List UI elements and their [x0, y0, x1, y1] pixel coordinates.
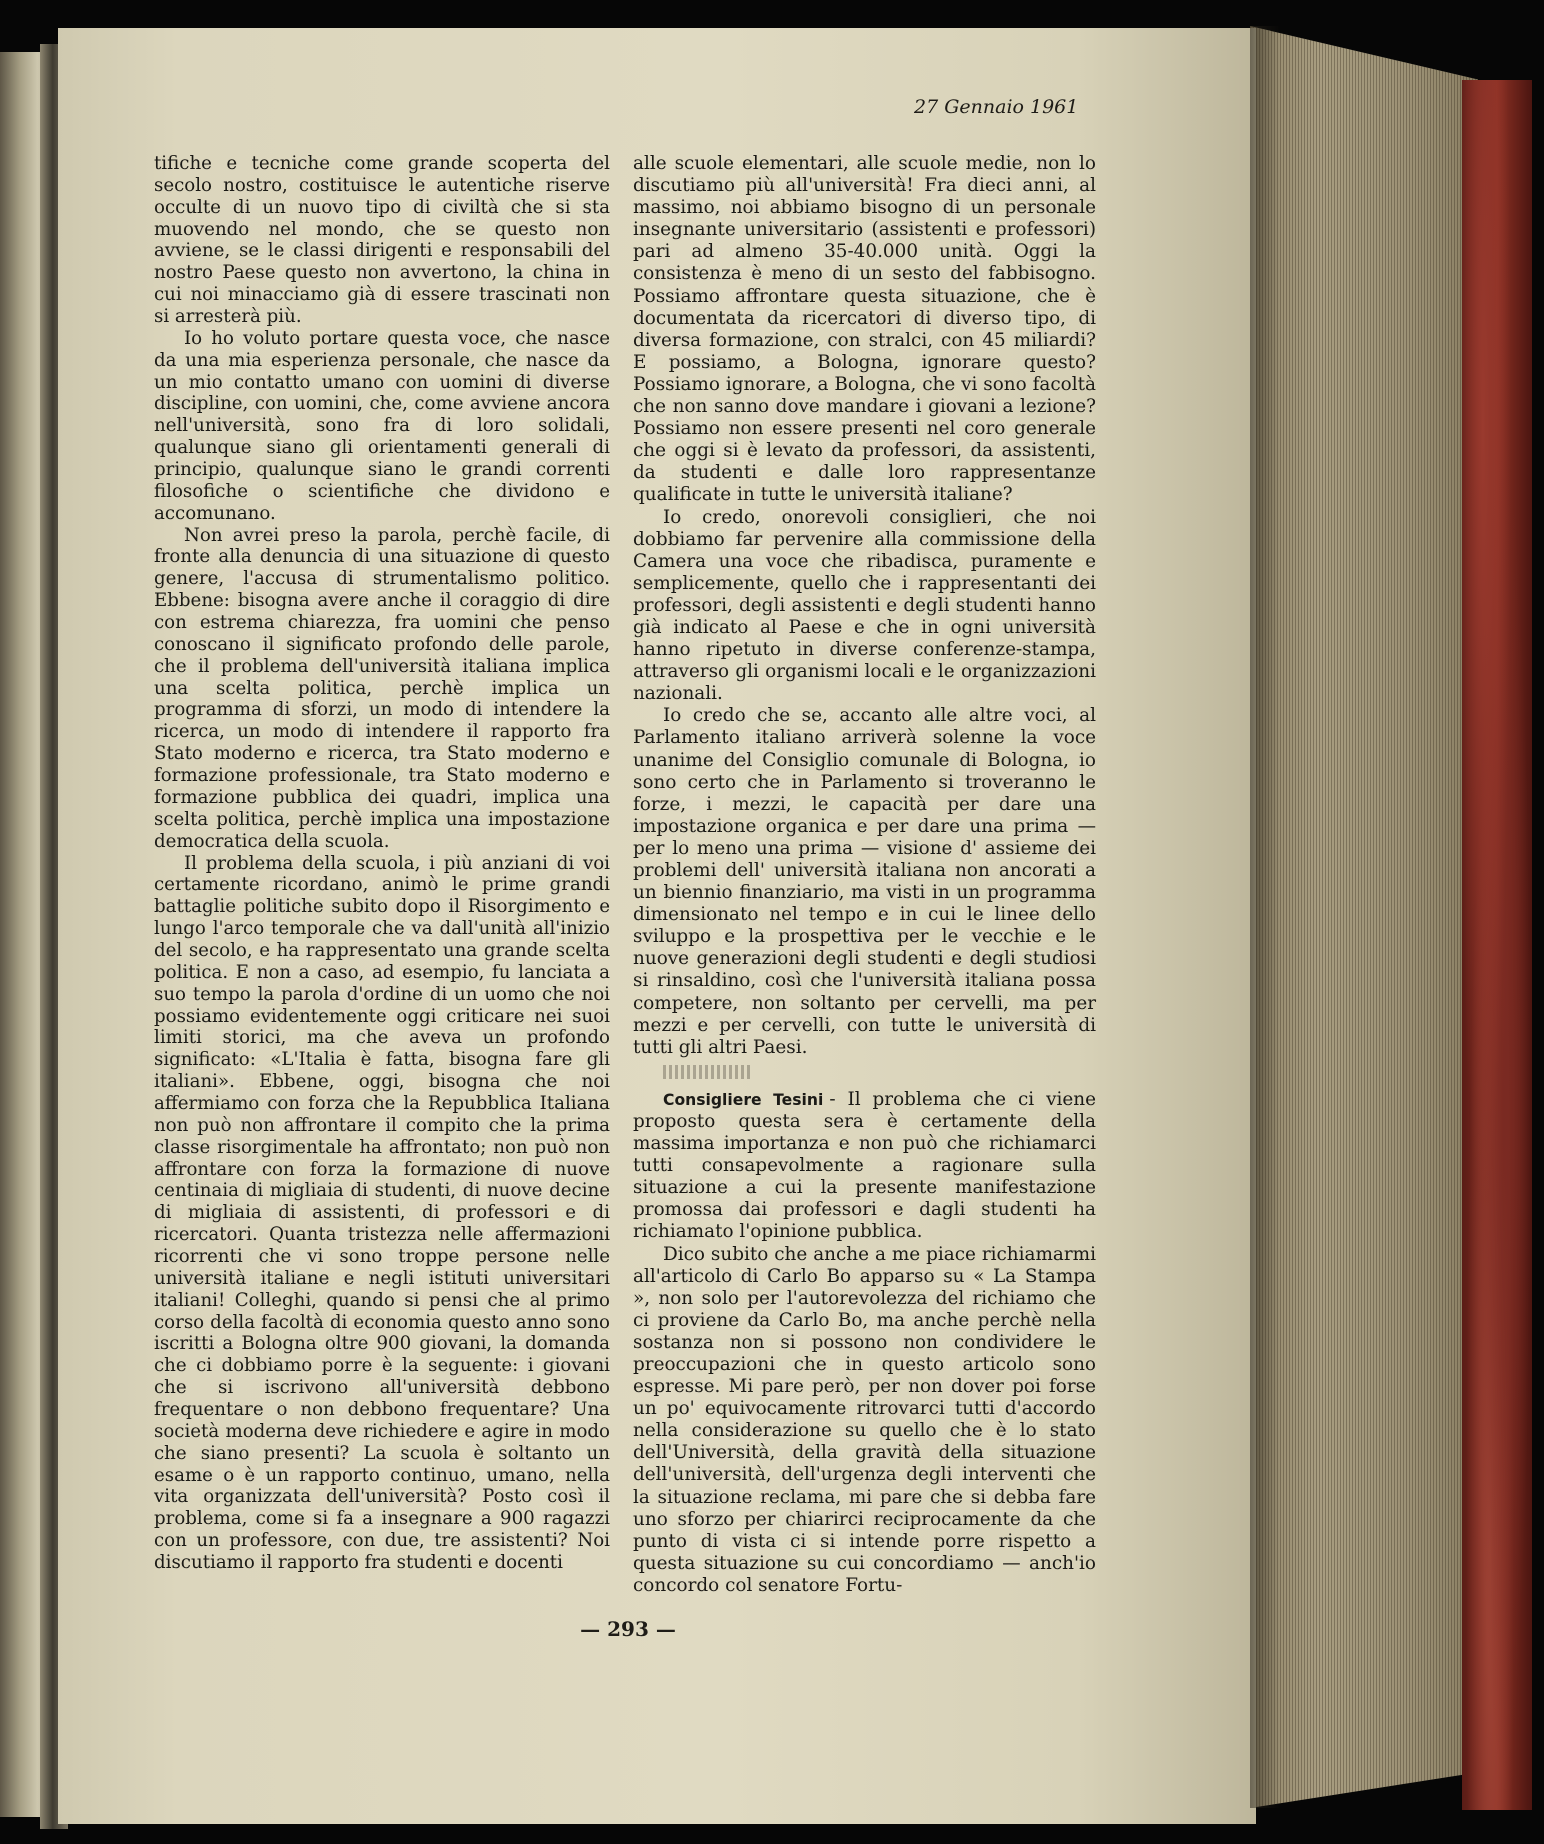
paragraph: Non avrei preso la parola, perchè facile, di fronte alla denuncia di una situazione di questo genere, l'accusa di strumentalismo politico. Ebbene: bisogna avere anche il coraggio di dire con estrema chiarezza, fra uomini che penso conoscano il significato profondo delle parole, che il problema dell'università italiana implica una scelta politica, perchè implica un programma di sforzi, un modo di intendere la ricerca, un modo di intendere il rapporto fra Stato moderno e ricerca, tra Stato moderno e formazione professionale, tra Stato moderno e formazione pubblica dei quadri, implica una scelta politica, perchè implica una impostazione democratica della scuola.	[154, 524, 610, 852]
page-block-edges	[1250, 26, 1478, 1808]
marbled-cover-board	[1462, 80, 1532, 1810]
right-text-column	[633, 153, 1096, 1597]
speech-paragraph	[633, 1089, 1096, 1244]
paragraph: Il problema della scuola, i più anziani di voi certamente ricordano, animò le prime grandi battaglie politiche subito dopo il Risorgimento e lungo l'arco temporale che va dall'unità all'inizio del secolo, e ha rappresentato una grande scelta politica. E non a caso, ad esempio, fu lanciata a suo tempo la parola d'ordine di un uomo che noi possiamo evidentemente oggi criticare nei suoi limiti storici, ma che aveva un profondo significato: «L'Italia è fatta, bisogna fare gli italiani». Ebbene, oggi, bisogna che noi affermiamo con forza che la Repubblica Italiana non può non affrontare il compito che la prima classe risorgimentale ha affrontato; non può non affrontare con forza la formazione di nuove centinaia di migliaia di studenti, di nuove decine di migliaia di assistenti, di professori e di ricercatori. Quanta tristezza nelle affermazioni ricorrenti che vi sono troppe persone nelle università italiane e negli istituti universitari italiani! Colleghi, quando si pensi che al primo corso della facoltà di economia questo anno sono iscritti a Bologna oltre 900 giovani, la domanda che ci dobbiamo porre è la seguente: i giovani che si iscrivono all'università debbono frequentare o non debbono frequentare? Una società moderna deve richiedere e agire in modo che siano presenti? La scuola è soltanto un esame o è un rapporto continuo, umano, nella vita organizzata dell'università? Posto così il problema, come si fa a insegnare a 900 ragazzi con un professore, con due, tre assistenti? Noi discutiamo il rapporto fra studenti e docenti	[154, 852, 610, 1573]
speech-text: - Il problema che ci viene proposto questa sera è certamente della massima importanza e non può che richiamarci tutti consapevolmente a ragionare sulla situazione a cui la presente manifestazione promossa dai professori e dagli studenti ha richiamato l'opinione pubblica.	[633, 1088, 1096, 1243]
page-shadow	[1250, 26, 1280, 1808]
paragraph: Io credo, onorevoli consiglieri, che noi dobbiamo far pervenire alla commissione della Camera una voce che ribadisca, puramente e semplicemente, quello che i rappresentanti dei professori, degli assistenti e degli studenti hanno già indicato al Paese e che in ogni università hanno ripetuto in diverse conferenze-stampa, attraverso gli organismi locali e le organizzazioni nazionali.	[633, 506, 1096, 705]
faded-stamp-mark	[633, 1059, 1096, 1089]
paragraph: Io credo che se, accanto alle altre voci, al Parlamento italiano arriverà solenne la voce unanime del Consiglio comunale di Bologna, io sono certo che in Parlamento si troveranno le forze, i mezzi, le capacità per dare una impostazione organica e per dare una prima — per lo meno una prima — visione d' assieme dei problemi dell' università italiana non ancorati a un biennio finanziario, ma visti in un programma dimensionato nel tempo e in cui le linee dello sviluppo e la prospettiva per le vecchie e le nuove generazioni degli studenti e degli studiosi si rinsaldino, così che l'università italiana possa competere, non soltanto per cervelli, ma per mezzi e per cervelli, con tutte le università di tutti gli altri Paesi.	[633, 705, 1096, 1058]
paragraph: alle scuole elementari, alle scuole medie, non lo discutiamo più all'università! Fra dieci anni, al massimo, noi abbiamo bisogno di un personale insegnante universitario (assistenti e professori) pari ad almeno 35-40.000 unità. Oggi la consistenza è meno di un sesto del fabbisogno. Possiamo affrontare questa situazione, che è documentata da ricercatori di diverso tipo, di diversa formazione, con stralci, con 45 miliardi? E possiamo, a Bologna, ignorare questo? Possiamo ignorare, a Bologna, che vi sono facoltà che non sanno dove mandare i giovani a lezione? Possiamo non essere presenti nel coro generale che oggi si è levato da professori, da assistenti, da studenti e dalle loro rappresentanze qualificate in tutte le università italiane?	[633, 153, 1096, 506]
paragraph: tifiche e tecniche come grande scoperta del secolo nostro, costituisce le autentiche riserve occulte di un nuovo tipo di civiltà che si sta muovendo nel mondo, che se questo non avviene, se le classi dirigenti e responsabili del nostro Paese questo non avvertono, la china in cui noi minacciamo già di essere trascinati non si arresterà più.	[154, 153, 610, 328]
page-number: — 293 —	[580, 1617, 676, 1641]
paragraph: Dico subito che anche a me piace richiamarmi all'articolo di Carlo Bo apparso su « La Stampa », non solo per l'autorevolezza del richiamo che ci proviene da Carlo Bo, ma anche perchè nella sostanza non si possono non condividere le preoccupazioni che in questo articolo sono espresse. Mi pare però, per non dover poi forse un po' equivocamente ritrovarci tutti d'accordo nella considerazione su quello che è lo stato dell'Università, della gravità della situazione dell'università, dell'urgenza degli interventi che la situazione reclama, mi pare che si debba fare uno sforzo per chiarirci reciprocamente da che punto di vista ci si intende porre rispetto a questa situazione su cui concordiamo — anch'io concordo col senatore Fortu-	[633, 1243, 1096, 1596]
paragraph: Io ho voluto portare questa voce, che nasce da una mia esperienza personale, che nasce da un mio contatto umano con uomini di diverse discipline, con uomini, che, come avviene ancora nell'università, sono fra di loro solidali, qualunque siano gli orientamenti generali di principio, qualunque siano le grandi correnti filosofiche o scientifiche che dividono e accomunano.	[154, 327, 610, 524]
page-header-date: 27 Gennaio 1961	[914, 96, 1079, 118]
left-text-column	[154, 153, 610, 1574]
speaker-name: Consigliere Tesini	[663, 1090, 824, 1109]
